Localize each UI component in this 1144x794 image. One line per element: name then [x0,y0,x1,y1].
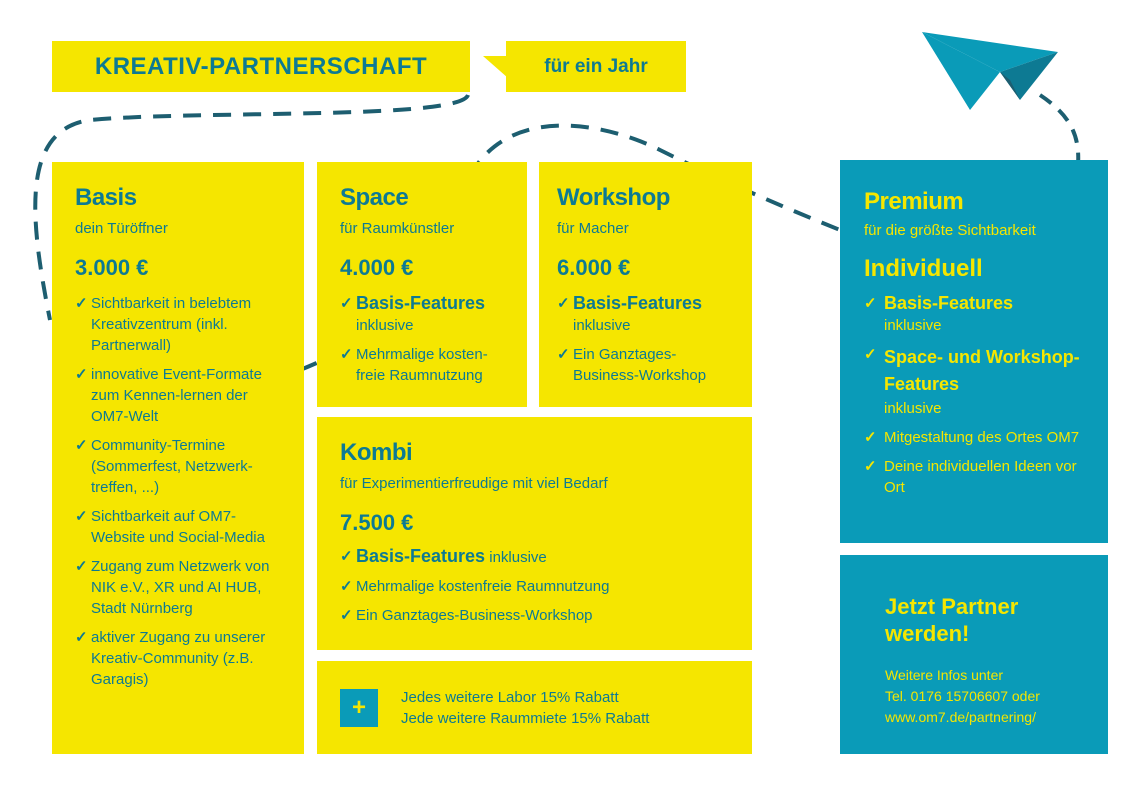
space-price: 4.000 € [340,255,414,280]
cta-url-link[interactable]: www.om7.de/partnering/ [885,709,1036,725]
list-item: ✓ Sichtbarkeit auf OM7-Website und Social-Media [75,506,284,548]
list-item: ✓ Sichtbarkeit in belebtem Kreativzentrum (inkl. Partnerwall) [75,293,284,356]
page-title: KREATIV-PARTNERSCHAFT [94,52,428,80]
kombi-subtitle: für Experimentierfreudige mit viel Bedarf [340,475,608,492]
list-item: ✓ aktiver Zugang zu unserer Kreativ-Community (z.B. Garagis) [75,627,284,690]
extras-card [317,661,752,754]
list-item: ✓ Mehrmalige kostenfreie Raumnutzung [340,576,738,597]
kombi-card [317,417,752,650]
premium-price: Individuell [864,255,983,282]
workshop-subtitle: für Macher [557,220,629,237]
list-item: ✓ Deine individuellen Ideen vor Ort [864,456,1094,498]
plus-icon [340,689,378,727]
basis-feature-list [75,293,284,690]
list-item [340,293,513,336]
list-item: ✓ Zugang zum Netzwerk von NIK e.V., XR und AI HUB, Stadt Nürnberg [75,556,284,619]
list-item: ✓ Mehrmalige kosten-freie Raumnutzung [340,344,513,386]
basis-price: 3.000 € [75,255,149,280]
list-item [340,546,738,568]
feature-suffix: inklusive [884,317,942,334]
space-title: Space [340,184,409,211]
feature-suffix: inklusive [884,400,942,417]
list-item: ✓ Ein Ganztages-Business-Workshop [557,344,738,386]
bold-feature-label: Space- und Workshop-Features [884,347,1080,394]
space-feature-list [340,293,513,386]
bold-feature-label: Basis-Features [884,293,1014,313]
cta-phone[interactable]: Tel. 0176 15706607 oder [885,688,1040,704]
list-item: ✓ Community-Termine (Sommerfest, Netzwerk-treffen, ...) [75,435,284,498]
workshop-card [539,162,752,407]
feature-suffix: inklusive [356,317,414,334]
feature-suffix: inklusive [489,549,547,566]
plus-icon-label: + [351,694,366,721]
cta-card[interactable] [840,555,1108,754]
bold-feature-label: Basis-Features [356,293,486,313]
bold-feature-label: Basis-Features [573,293,703,313]
workshop-price: 6.000 € [557,255,631,280]
kombi-price: 7.500 € [340,510,414,535]
list-item [864,344,1094,419]
extras-line-1: Jedes weitere Labor 15% Rabatt [401,689,619,706]
duration-label: für ein Jahr [544,55,648,77]
cta-info: Weitere Infos unter [885,667,1004,683]
basis-subtitle: dein Türöffner [75,220,168,237]
workshop-feature-list [557,293,738,386]
kombi-feature-list [340,546,738,626]
premium-title: Premium [864,188,964,215]
extras-line-2: Jede weitere Raummiete 15% Rabatt [401,710,650,727]
premium-feature-list [864,293,1094,498]
feature-suffix: inklusive [573,317,631,334]
kombi-title: Kombi [340,439,413,466]
list-item: ✓ innovative Event-Formate zum Kennen-lernen der OM7-Welt [75,364,284,427]
list-item: ✓ Ein Ganztages-Business-Workshop [340,605,738,626]
list-item [557,293,738,336]
list-item [864,293,1094,336]
duration-box [506,41,686,92]
space-subtitle: für Raumkünstler [340,220,455,237]
premium-subtitle: für die größte Sichtbarkeit [864,222,1036,239]
space-card [317,162,527,407]
basis-card [52,162,304,754]
bold-feature-label: Basis-Features [356,546,486,566]
list-item: ✓ Mitgestaltung des Ortes OM7 [864,427,1094,448]
basis-title: Basis [75,184,137,211]
workshop-title: Workshop [557,184,670,211]
premium-card [840,160,1108,543]
cta-title: Jetzt Partner werden! [885,594,1019,646]
